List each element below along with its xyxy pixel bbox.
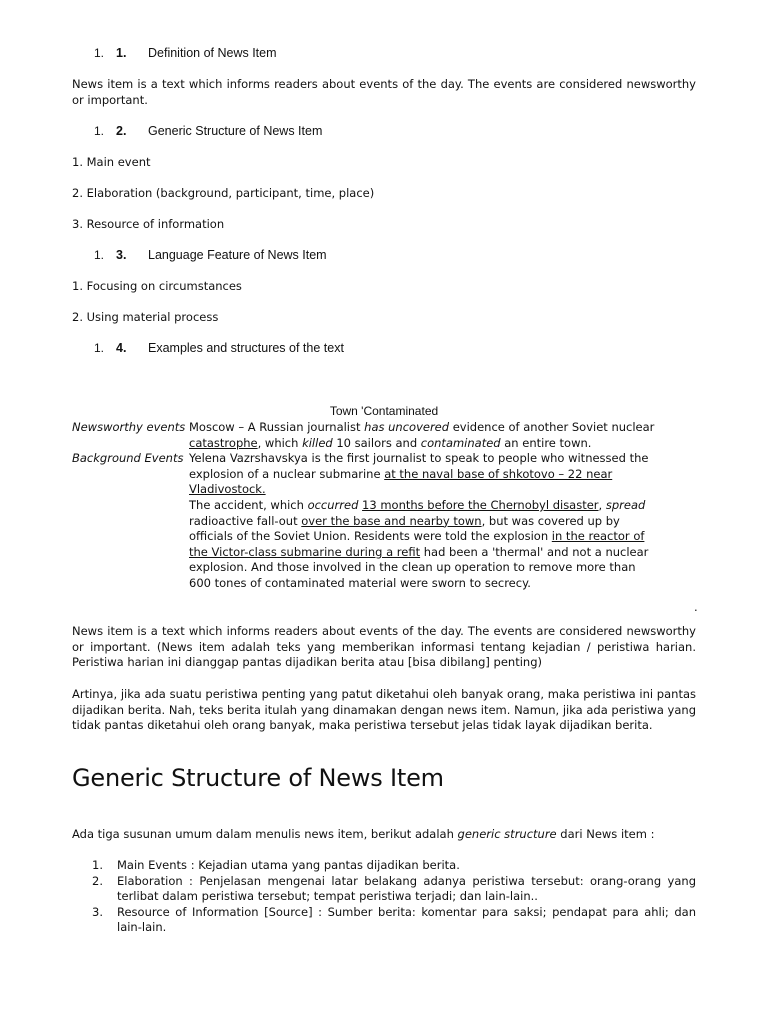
heading-4-number: 4. [116, 341, 127, 355]
label-newsworthy-events: Newsworthy events [72, 420, 186, 434]
heading-3-list-marker: 1. [94, 248, 105, 262]
artinya-paragraph: Artinya, jika ada suatu peristiwa penting yang patut diketahui oleh banyak orang, maka peristiwa ini pantas dijadikan berita. Nah, teks berita itulah yang dinamakan dengan news item. Namun, jika ada peristiwa yang tidak pantas diketahui oleh orang banyak, maka peristiwa tersebut jelas tidak layak dijadikan berita. [72, 687, 696, 732]
structure-item-1: 1. Main event [72, 155, 151, 169]
generic-structure-list [72, 858, 696, 936]
heading-1-number: 1. [116, 46, 127, 60]
example-paragraph-1: Moscow – A Russian journalist has uncovered evidence of another Soviet nuclear catastrophe, which killed 10 sailors and contaminated an entire town. [189, 420, 655, 450]
list-item: 2. Elaboration : Penjelasan mengenai latar belakang adanya peristiwa tersebut: orang-orang yang terlibat dalam peristiwa tersebut; tempat peristiwa terjadi; dan lain-lain.. [92, 873, 696, 903]
generic-structure-intro: Ada tiga susunan umum dalam menulis news item, berikut adalah generic structure dari News item : [72, 827, 655, 841]
heading-4-title: Examples and structures of the text [148, 341, 344, 355]
heading-2-title: Generic Structure of News Item [148, 124, 323, 138]
feature-item-2: 2. Using material process [72, 310, 219, 324]
example-title: Town 'Contaminated [329, 404, 439, 418]
stray-period: . [694, 600, 698, 614]
definition-text: News item is a text which informs readers about events of the day. The events are considered newsworthy or important. [72, 77, 696, 107]
heading-2-number: 2. [116, 124, 127, 138]
label-background-events: Background Events [72, 451, 184, 465]
structure-item-2: 2. Elaboration (background, participant, time, place) [72, 186, 375, 200]
heading-2-list-marker: 1. [94, 124, 105, 138]
list-item: 3. Resource of Information [Source] : Sumber berita: komentar para saksi; pendapat para ahli; dan lain-lain. [92, 904, 696, 934]
heading-1-title: Definition of News Item [148, 46, 277, 60]
heading-1-list-marker: 1. [94, 46, 105, 60]
structure-item-3: 3. Resource of information [72, 217, 225, 231]
feature-item-1: 1. Focusing on circumstances [72, 279, 242, 293]
list-item: 1. Main Events : Kejadian utama yang pantas dijadikan berita. [92, 858, 460, 872]
heading-3-title: Language Feature of News Item [148, 248, 327, 262]
generic-structure-heading: Generic Structure of News Item [72, 764, 444, 792]
definition-full-paragraph: News item is a text which informs readers about events of the day. The events are considered newsworthy or important. (News item adalah teks yang memberikan informasi tentang kejadian / peristiwa harian. Peristiwa harian ini dianggap pantas dijadikan berita atau [bisa dibilang] penting) [72, 624, 696, 669]
heading-3-number: 3. [116, 248, 127, 262]
example-paragraph-3: The accident, which occurred 13 months before the Chernobyl disaster, spread radioactive fall-out over the base and nearby town, but was covered up by officials of the Soviet Union. Residents were told the explosion in the reactor of the Victor-class submarine during a refit had been a 'thermal' and not a nuclear explosion. And those involved in the clean up operation to remove more than 600 tones of contaminated material were sworn to secrecy. [189, 498, 649, 590]
example-paragraph-2: Yelena Vazrshavskya is the first journalist to speak to people who witnessed the explosion of a nuclear submarine at the naval base of shkotovo – 22 near Vladivostock. [189, 451, 649, 496]
heading-4-list-marker: 1. [94, 341, 105, 355]
